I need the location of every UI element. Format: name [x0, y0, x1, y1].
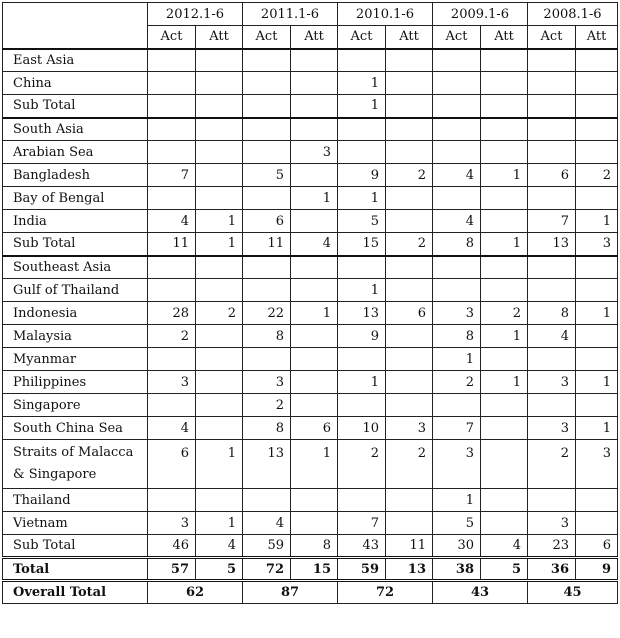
value-cell: 3: [291, 141, 338, 164]
total-value: 38: [433, 558, 481, 581]
value-cell: [481, 95, 528, 118]
value-cell: 43: [338, 535, 386, 558]
empty-cell: [338, 118, 386, 141]
value-cell: 5: [243, 164, 291, 187]
empty-cell: [338, 49, 386, 72]
year-header: 2011.1-6: [243, 3, 338, 26]
region-row: [3, 118, 618, 141]
row-label: Philippines: [3, 371, 148, 394]
year-header: 2012.1-6: [148, 3, 243, 26]
value-cell: [576, 489, 618, 512]
total-value: 72: [243, 558, 291, 581]
value-cell: 59: [243, 535, 291, 558]
row-label: Sub Total: [3, 233, 148, 256]
value-cell: 11: [243, 233, 291, 256]
value-cell: [386, 512, 433, 535]
region-label: Southeast Asia: [3, 256, 148, 279]
row-label: [3, 440, 148, 489]
value-cell: [528, 95, 576, 118]
value-cell: 3: [433, 302, 481, 325]
row-label: Vietnam: [3, 512, 148, 535]
overall-total-value: 45: [528, 581, 618, 604]
value-cell: [196, 95, 243, 118]
table-row: [3, 512, 618, 535]
value-cell: [148, 394, 196, 417]
value-cell: 4: [528, 325, 576, 348]
table-row: [3, 489, 618, 512]
total-label: Total: [3, 558, 148, 581]
value-cell: [338, 394, 386, 417]
header-corner: [3, 3, 148, 49]
table-row: [3, 325, 618, 348]
overall-total-value: 72: [338, 581, 433, 604]
value-cell: 3: [148, 371, 196, 394]
value-cell: 7: [528, 210, 576, 233]
value-cell: [291, 325, 338, 348]
value-cell: [433, 141, 481, 164]
row-label: Malaysia: [3, 325, 148, 348]
value-cell: 9: [338, 164, 386, 187]
value-cell: 6: [528, 164, 576, 187]
overall-total-value: 43: [433, 581, 528, 604]
overall-total-value: 87: [243, 581, 338, 604]
value-cell: 3: [243, 371, 291, 394]
empty-cell: [386, 256, 433, 279]
act-header: Act: [338, 26, 386, 49]
value-cell: [148, 348, 196, 371]
value-cell: [386, 348, 433, 371]
value-cell: 3: [386, 417, 433, 440]
value-cell: 1: [338, 95, 386, 118]
table-row: [3, 164, 618, 187]
value-cell: 4: [481, 535, 528, 558]
region-row: [3, 49, 618, 72]
empty-cell: [148, 256, 196, 279]
value-cell: [291, 489, 338, 512]
year-header: 2010.1-6: [338, 3, 433, 26]
value-cell: 3: [528, 417, 576, 440]
value-cell: 15: [338, 233, 386, 256]
value-cell: 30: [433, 535, 481, 558]
value-cell: 2: [576, 164, 618, 187]
value-cell: [338, 141, 386, 164]
value-cell: [243, 72, 291, 95]
table-row: [3, 95, 618, 118]
value-cell: 4: [433, 210, 481, 233]
empty-cell: [148, 49, 196, 72]
empty-cell: [243, 49, 291, 72]
value-cell: 1: [576, 210, 618, 233]
row-label: Gulf of Thailand: [3, 279, 148, 302]
empty-cell: [291, 49, 338, 72]
empty-cell: [386, 118, 433, 141]
total-value: 15: [291, 558, 338, 581]
value-cell: [481, 417, 528, 440]
value-cell: [481, 141, 528, 164]
value-cell: 4: [148, 417, 196, 440]
value-cell: 1: [338, 72, 386, 95]
empty-cell: [291, 256, 338, 279]
value-cell: 2: [148, 325, 196, 348]
value-cell: 6: [243, 210, 291, 233]
value-cell: [576, 95, 618, 118]
empty-cell: [481, 256, 528, 279]
value-cell: [481, 512, 528, 535]
value-cell: 46: [148, 535, 196, 558]
row-label: Singapore: [3, 394, 148, 417]
value-cell: 1: [338, 371, 386, 394]
value-cell: 8: [433, 325, 481, 348]
value-cell: 6: [291, 417, 338, 440]
value-cell: 2: [196, 302, 243, 325]
value-cell: [481, 187, 528, 210]
empty-cell: [481, 118, 528, 141]
row-label-line1: Straits of Malacca: [13, 445, 134, 460]
table-row: [3, 302, 618, 325]
value-cell: 6: [386, 302, 433, 325]
value-cell: 2: [386, 233, 433, 256]
value-cell: [481, 210, 528, 233]
region-row: [3, 256, 618, 279]
region-label: South Asia: [3, 118, 148, 141]
value-cell: 5: [433, 512, 481, 535]
value-cell: 2: [481, 302, 528, 325]
empty-cell: [291, 118, 338, 141]
value-cell: [291, 210, 338, 233]
value-cell: [528, 348, 576, 371]
value-cell: [481, 489, 528, 512]
value-cell: [576, 72, 618, 95]
year-header: 2008.1-6: [528, 3, 618, 26]
value-cell: [576, 348, 618, 371]
value-cell: [576, 141, 618, 164]
empty-cell: [433, 118, 481, 141]
value-cell: [481, 279, 528, 302]
empty-cell: [148, 118, 196, 141]
table-row: [3, 187, 618, 210]
empty-cell: [528, 256, 576, 279]
total-row: [3, 558, 618, 581]
table-row: [3, 394, 618, 417]
empty-cell: [338, 256, 386, 279]
empty-cell: [386, 49, 433, 72]
value-cell: 2: [338, 440, 386, 489]
value-cell: 8: [528, 302, 576, 325]
value-cell: [433, 187, 481, 210]
value-cell: 1: [576, 371, 618, 394]
value-cell: [481, 348, 528, 371]
total-value: 36: [528, 558, 576, 581]
att-header: Att: [291, 26, 338, 49]
value-cell: [243, 95, 291, 118]
value-cell: 3: [148, 512, 196, 535]
value-cell: 7: [148, 164, 196, 187]
value-cell: [291, 95, 338, 118]
value-cell: 1: [481, 371, 528, 394]
row-label: India: [3, 210, 148, 233]
value-cell: [386, 371, 433, 394]
value-cell: [528, 394, 576, 417]
value-cell: [386, 489, 433, 512]
value-cell: 22: [243, 302, 291, 325]
value-cell: 4: [148, 210, 196, 233]
table-body: [3, 3, 618, 604]
table-row: [3, 279, 618, 302]
value-cell: [196, 417, 243, 440]
row-label: Bangladesh: [3, 164, 148, 187]
row-label: Arabian Sea: [3, 141, 148, 164]
value-cell: 11: [386, 535, 433, 558]
value-cell: [576, 325, 618, 348]
value-cell: [433, 279, 481, 302]
value-cell: 7: [433, 417, 481, 440]
value-cell: 1: [433, 348, 481, 371]
value-cell: [291, 394, 338, 417]
value-cell: 5: [338, 210, 386, 233]
total-value: 9: [576, 558, 618, 581]
value-cell: 4: [243, 512, 291, 535]
value-cell: 3: [576, 233, 618, 256]
value-cell: [433, 72, 481, 95]
value-cell: 4: [433, 164, 481, 187]
value-cell: [291, 371, 338, 394]
value-cell: [148, 95, 196, 118]
value-cell: [196, 325, 243, 348]
value-cell: [196, 279, 243, 302]
total-value: 13: [386, 558, 433, 581]
value-cell: 8: [291, 535, 338, 558]
value-cell: 1: [338, 279, 386, 302]
empty-cell: [576, 118, 618, 141]
value-cell: [386, 210, 433, 233]
value-cell: 6: [148, 440, 196, 489]
value-cell: 1: [576, 302, 618, 325]
value-cell: [196, 72, 243, 95]
value-cell: 1: [196, 210, 243, 233]
total-value: 59: [338, 558, 386, 581]
value-cell: [196, 394, 243, 417]
empty-cell: [576, 49, 618, 72]
value-cell: 1: [196, 440, 243, 489]
value-cell: [481, 394, 528, 417]
value-cell: [291, 512, 338, 535]
value-cell: [576, 394, 618, 417]
table-row: [3, 371, 618, 394]
row-label: Sub Total: [3, 535, 148, 558]
value-cell: 3: [528, 512, 576, 535]
table-row: [3, 233, 618, 256]
year-header: 2009.1-6: [433, 3, 528, 26]
value-cell: 1: [481, 325, 528, 348]
value-cell: 4: [291, 233, 338, 256]
value-cell: 1: [196, 233, 243, 256]
value-cell: 1: [291, 440, 338, 489]
att-header: Att: [481, 26, 528, 49]
act-header: Act: [243, 26, 291, 49]
table-row: [3, 348, 618, 371]
value-cell: 1: [338, 187, 386, 210]
value-cell: [243, 348, 291, 371]
value-cell: 1: [481, 164, 528, 187]
value-cell: 23: [528, 535, 576, 558]
value-cell: [291, 279, 338, 302]
value-cell: 10: [338, 417, 386, 440]
value-cell: 3: [433, 440, 481, 489]
empty-cell: [576, 256, 618, 279]
value-cell: [528, 72, 576, 95]
empty-cell: [528, 49, 576, 72]
value-cell: 1: [291, 187, 338, 210]
overall-total-value: 62: [148, 581, 243, 604]
empty-cell: [433, 49, 481, 72]
row-label-line2: & Singapore: [13, 467, 97, 482]
value-cell: [386, 279, 433, 302]
value-cell: 2: [528, 440, 576, 489]
value-cell: 8: [243, 417, 291, 440]
empty-cell: [481, 49, 528, 72]
value-cell: 8: [433, 233, 481, 256]
value-cell: [291, 348, 338, 371]
value-cell: 6: [576, 535, 618, 558]
value-cell: 2: [243, 394, 291, 417]
value-cell: [148, 141, 196, 164]
value-cell: [148, 489, 196, 512]
act-header: Act: [148, 26, 196, 49]
value-cell: [291, 164, 338, 187]
total-value: 57: [148, 558, 196, 581]
att-header: Att: [576, 26, 618, 49]
att-header: Att: [386, 26, 433, 49]
value-cell: 3: [576, 440, 618, 489]
table-row: [3, 210, 618, 233]
value-cell: 13: [338, 302, 386, 325]
value-cell: [528, 489, 576, 512]
value-cell: [243, 489, 291, 512]
value-cell: [433, 394, 481, 417]
value-cell: [386, 325, 433, 348]
empty-cell: [196, 256, 243, 279]
empty-cell: [243, 256, 291, 279]
value-cell: [433, 95, 481, 118]
value-cell: [528, 279, 576, 302]
att-header: Att: [196, 26, 243, 49]
value-cell: [528, 141, 576, 164]
value-cell: 2: [386, 440, 433, 489]
table-row: [3, 417, 618, 440]
value-cell: 2: [386, 164, 433, 187]
overall-total-row: [3, 581, 618, 604]
row-label: Thailand: [3, 489, 148, 512]
empty-cell: [528, 118, 576, 141]
row-label: China: [3, 72, 148, 95]
empty-cell: [433, 256, 481, 279]
total-value: 5: [196, 558, 243, 581]
value-cell: [196, 348, 243, 371]
overall-total-label: Overall Total: [3, 581, 148, 604]
value-cell: 11: [148, 233, 196, 256]
value-cell: [243, 279, 291, 302]
empty-cell: [196, 49, 243, 72]
value-cell: [148, 72, 196, 95]
total-value: 5: [481, 558, 528, 581]
value-cell: 9: [338, 325, 386, 348]
empty-cell: [243, 118, 291, 141]
value-cell: [196, 141, 243, 164]
row-label: Sub Total: [3, 95, 148, 118]
value-cell: [148, 187, 196, 210]
piracy-incidents-table: [2, 2, 618, 604]
value-cell: [196, 371, 243, 394]
value-cell: [243, 187, 291, 210]
region-label: East Asia: [3, 49, 148, 72]
table-row: [3, 141, 618, 164]
act-header: Act: [433, 26, 481, 49]
value-cell: [386, 95, 433, 118]
table-row: [3, 440, 618, 489]
value-cell: [196, 164, 243, 187]
empty-cell: [196, 118, 243, 141]
value-cell: 13: [528, 233, 576, 256]
act-header: Act: [528, 26, 576, 49]
table-row: [3, 72, 618, 95]
value-cell: [386, 187, 433, 210]
value-cell: [243, 141, 291, 164]
value-cell: [576, 187, 618, 210]
value-cell: [196, 187, 243, 210]
value-cell: [338, 348, 386, 371]
value-cell: [528, 187, 576, 210]
value-cell: 2: [433, 371, 481, 394]
value-cell: 13: [243, 440, 291, 489]
value-cell: [338, 489, 386, 512]
value-cell: 1: [481, 233, 528, 256]
value-cell: 1: [433, 489, 481, 512]
value-cell: [481, 72, 528, 95]
value-cell: 8: [243, 325, 291, 348]
row-label: South China Sea: [3, 417, 148, 440]
value-cell: [291, 72, 338, 95]
row-label: Indonesia: [3, 302, 148, 325]
value-cell: 4: [196, 535, 243, 558]
value-cell: [386, 394, 433, 417]
value-cell: 3: [528, 371, 576, 394]
value-cell: 1: [291, 302, 338, 325]
value-cell: [148, 279, 196, 302]
value-cell: [196, 489, 243, 512]
value-cell: [576, 512, 618, 535]
row-label: Myanmar: [3, 348, 148, 371]
value-cell: 28: [148, 302, 196, 325]
row-label: Bay of Bengal: [3, 187, 148, 210]
value-cell: 7: [338, 512, 386, 535]
value-cell: [386, 72, 433, 95]
value-cell: [481, 440, 528, 489]
table-row: [3, 535, 618, 558]
header-row-years: [3, 3, 618, 26]
value-cell: 1: [576, 417, 618, 440]
value-cell: 1: [196, 512, 243, 535]
value-cell: [576, 279, 618, 302]
value-cell: [386, 141, 433, 164]
